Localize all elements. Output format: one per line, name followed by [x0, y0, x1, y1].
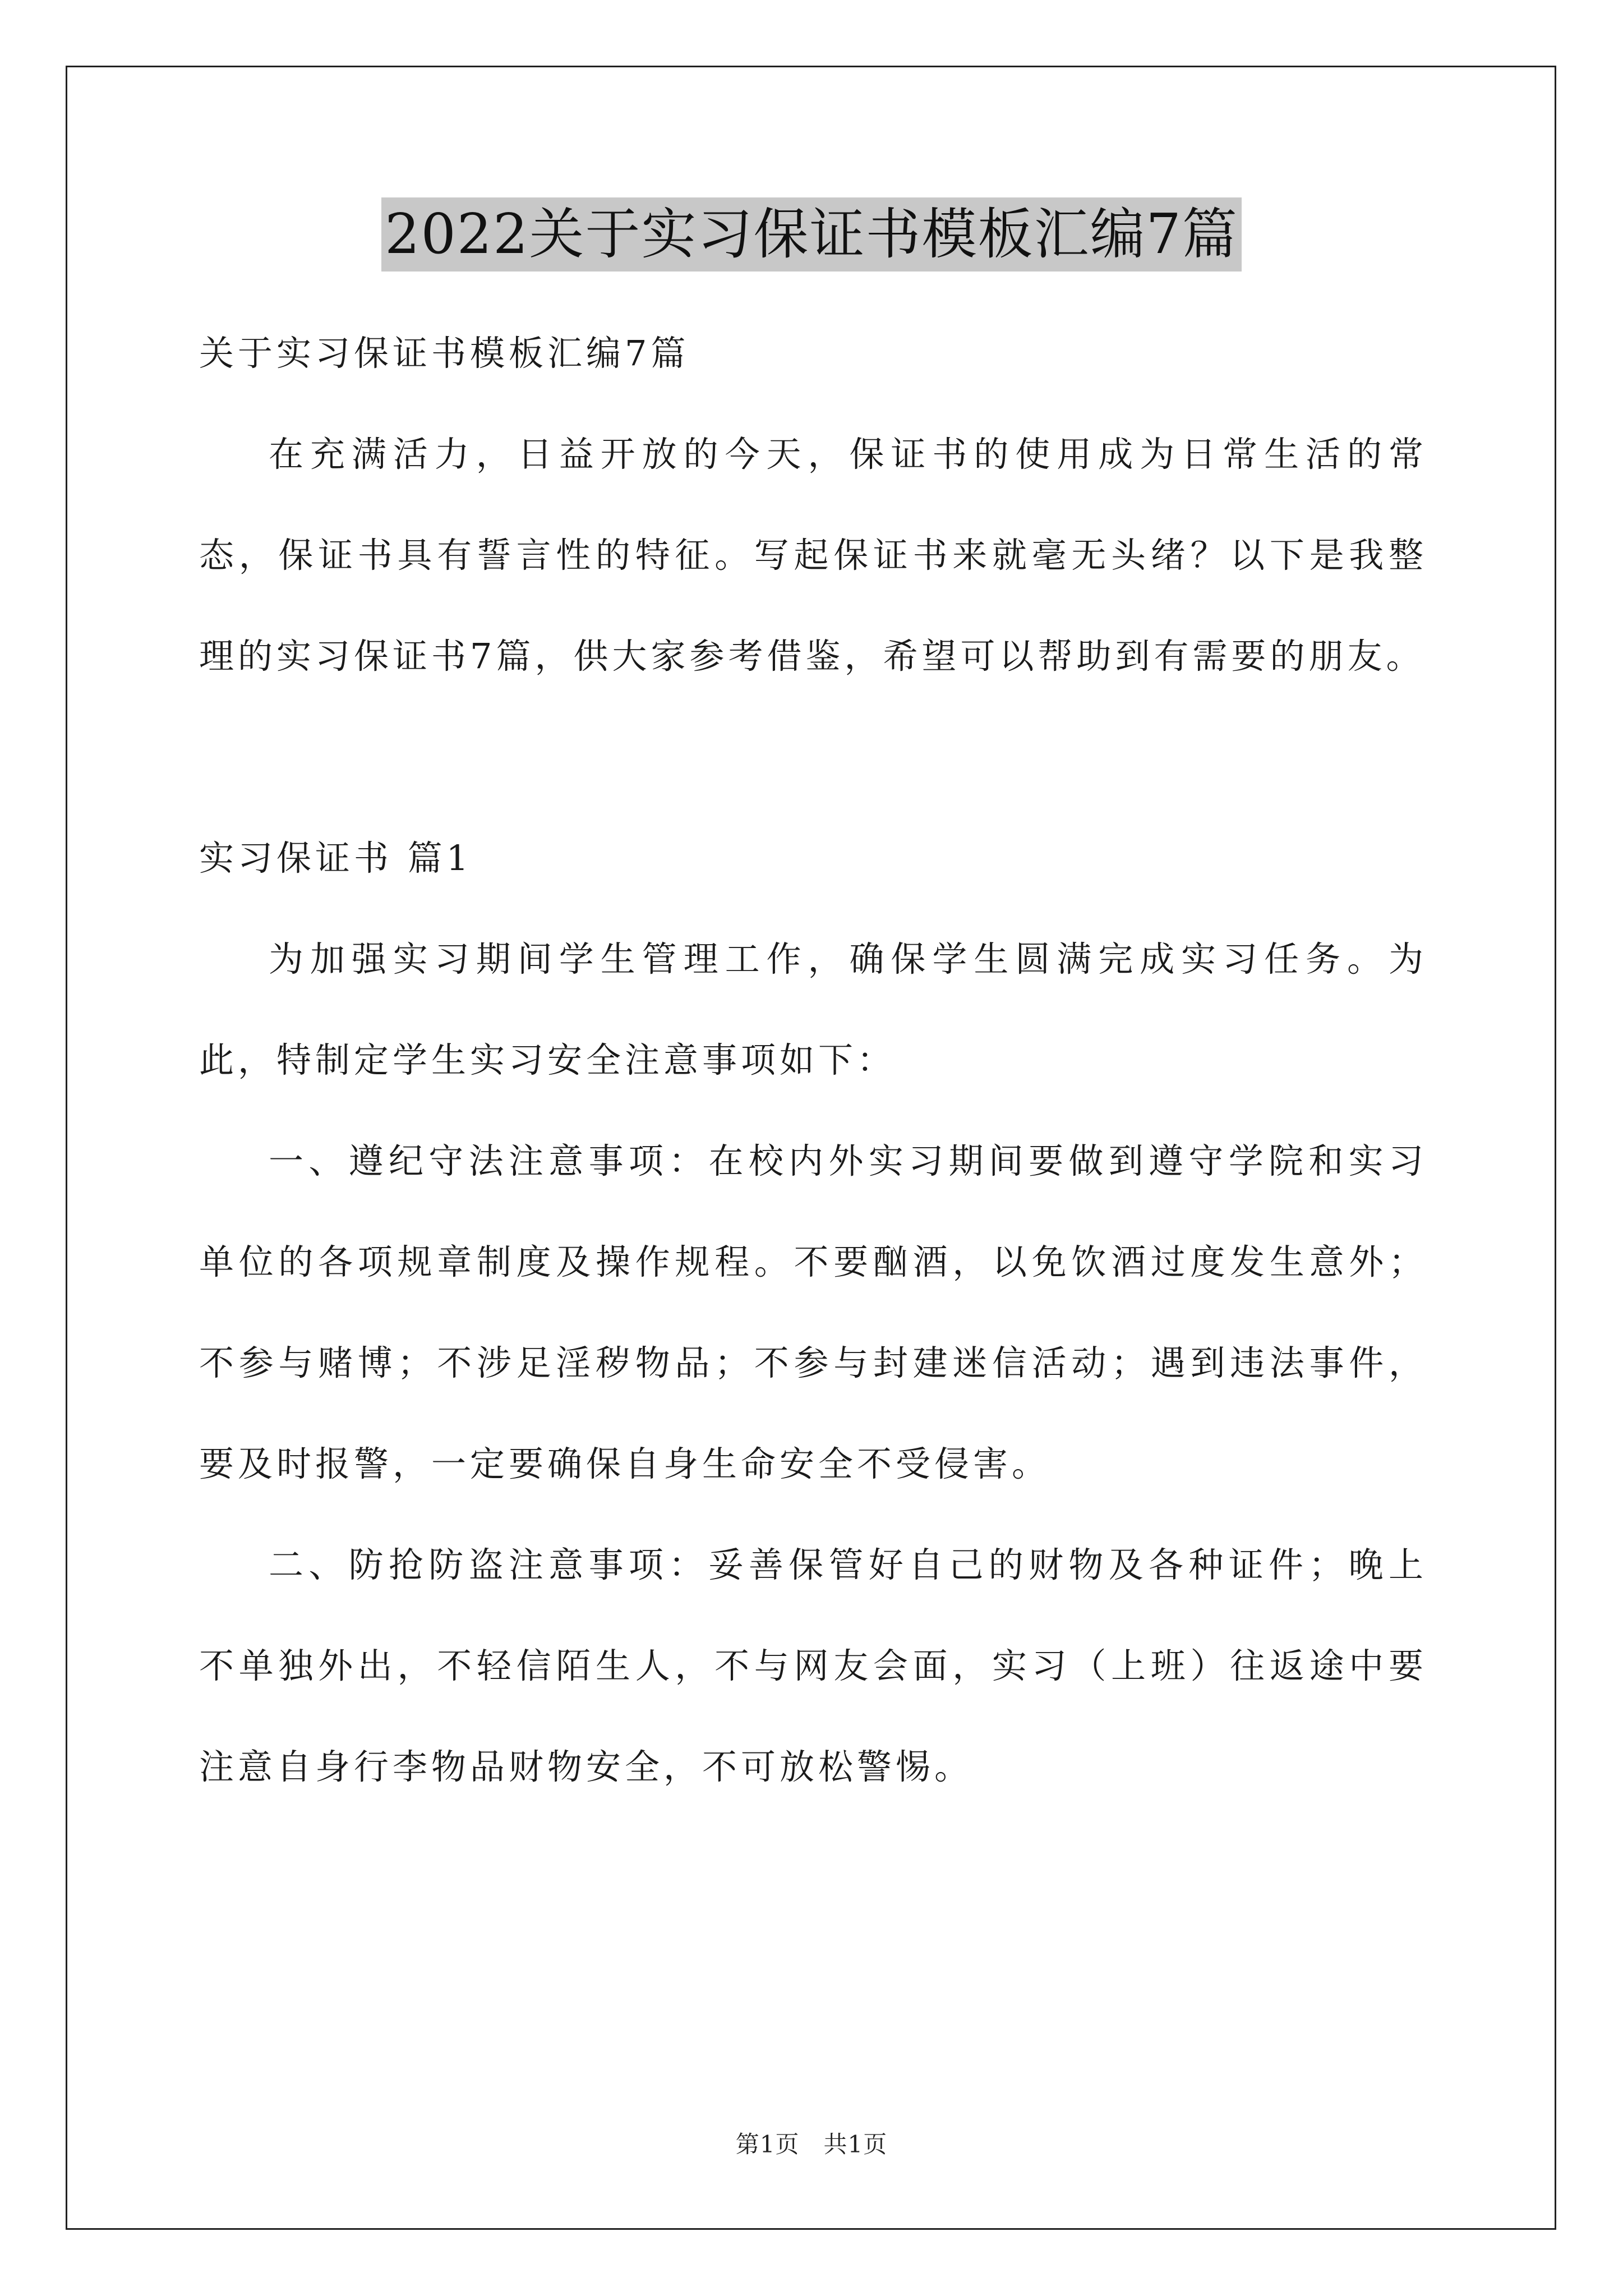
- title-container: [0, 197, 1623, 272]
- body-paragraph: 一、遵纪守法注意事项：在校内外实习期间要做到遵守学院和实习单位的各项规章制度及操作规程。不要酗酒，以免饮酒过度发生意外；不参与赌博；不涉足淫秽物品；不参与封建迷信活动；遇到违法事件，要及时报警，一定要确保自身生命安全不受侵害。: [199, 1140, 1427, 1484]
- body-paragraph: 为加强实习期间学生管理工作，确保学生圆满完成实习任务。为此，特制定学生实习安全注意事项如下：: [199, 938, 1427, 1080]
- document-title: 2022关于实习保证书模板汇编7篇: [381, 197, 1242, 272]
- section-gap: [199, 707, 1427, 808]
- document-body: [199, 303, 1427, 1818]
- document-subtitle: 关于实习保证书模板汇编7篇: [199, 333, 690, 374]
- intro-paragraph: 在充满活力，日益开放的今天，保证书的使用成为日常生活的常态，保证书具有誓言性的特征。写起保证书来就毫无头绪？以下是我整理的实习保证书7篇，供大家参考借鉴，希望可以帮助到有需要的朋友。: [199, 434, 1427, 677]
- page-footer: 第1页 共1页: [735, 2131, 888, 2158]
- body-paragraph: 二、防抢防盗注意事项：妥善保管好自己的财物及各种证件；晚上不单独外出，不轻信陌生人，不与网友会面，实习（上班）往返途中要注意自身行李物品财物安全，不可放松警惕。: [199, 1544, 1427, 1787]
- section-heading: 实习保证书 篇1: [199, 838, 473, 878]
